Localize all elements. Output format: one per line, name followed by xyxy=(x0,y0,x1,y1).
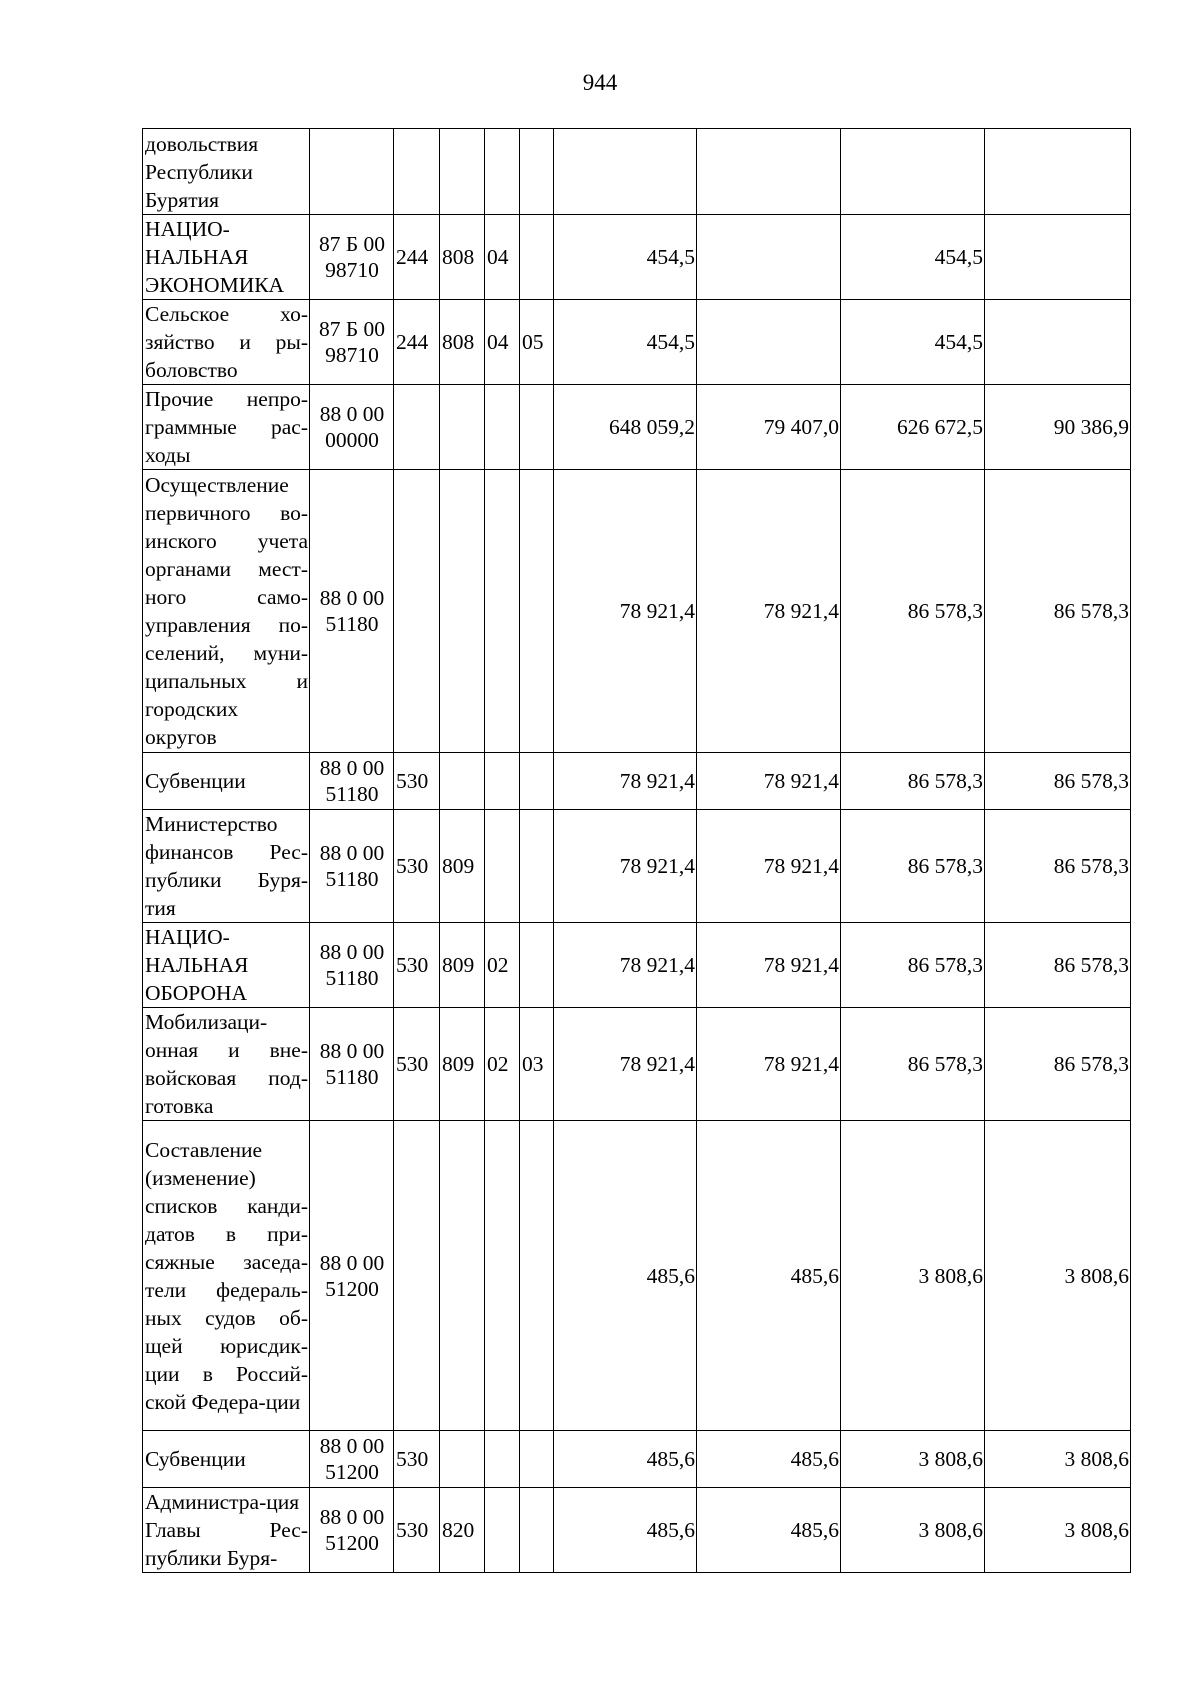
row-name-cell: Прочие непро-граммные рас-ходы xyxy=(143,385,310,470)
amount-cell-4 xyxy=(985,300,1131,385)
amount-cell-3: 86 578,3 xyxy=(841,810,985,923)
subsection-cell xyxy=(520,470,554,753)
section-cell: 02 xyxy=(485,923,520,1008)
budget-holder-cell: 809 xyxy=(440,923,485,1008)
amount-cell-2: 78 921,4 xyxy=(697,1008,841,1121)
amount-cell-3: 454,5 xyxy=(841,215,985,300)
amount-cell-1: 485,6 xyxy=(554,1488,697,1573)
amount-cell-3: 86 578,3 xyxy=(841,470,985,753)
row-name-cell: НАЦИО-НАЛЬНАЯ ОБОРОНА xyxy=(143,923,310,1008)
amount-cell-3: 86 578,3 xyxy=(841,1008,985,1121)
expense-type-cell: 244 xyxy=(394,300,440,385)
row-name-cell: Составление (изменение) списков канди-датов в при-сяжные заседа-тели федераль-ных судов об-щей юрисдик-ции в Россий-ской Федера-ции xyxy=(143,1121,310,1431)
amount-cell-1: 78 921,4 xyxy=(554,923,697,1008)
target-article-cell: 88 0 00 51180 xyxy=(310,1008,394,1121)
section-cell xyxy=(485,810,520,923)
table-row xyxy=(143,385,1131,470)
expense-type-cell xyxy=(394,470,440,753)
amount-cell-4: 3 808,6 xyxy=(985,1121,1131,1431)
budget-holder-cell xyxy=(440,1431,485,1488)
row-name-cell: довольствия Республики Бурятия xyxy=(143,129,310,215)
budget-table xyxy=(142,128,1131,1573)
expense-type-cell: 530 xyxy=(394,923,440,1008)
table-row xyxy=(143,923,1131,1008)
amount-cell-3: 626 672,5 xyxy=(841,385,985,470)
row-name-cell: Мобилизаци-онная и вне-войсковая под-готовка xyxy=(143,1008,310,1121)
budget-holder-cell: 809 xyxy=(440,810,485,923)
amount-cell-4: 3 808,6 xyxy=(985,1488,1131,1573)
section-cell: 04 xyxy=(485,300,520,385)
target-article-cell: 88 0 00 51180 xyxy=(310,753,394,810)
section-cell xyxy=(485,1488,520,1573)
amount-cell-4: 86 578,3 xyxy=(985,810,1131,923)
row-name-cell: Субвенции xyxy=(143,753,310,810)
target-article-cell: 88 0 00 51180 xyxy=(310,810,394,923)
amount-cell-1: 78 921,4 xyxy=(554,1008,697,1121)
amount-cell-4 xyxy=(985,129,1131,215)
amount-cell-1: 454,5 xyxy=(554,215,697,300)
amount-cell-1: 485,6 xyxy=(554,1121,697,1431)
amount-cell-2: 78 921,4 xyxy=(697,810,841,923)
amount-cell-1: 78 921,4 xyxy=(554,470,697,753)
expense-type-cell: 530 xyxy=(394,810,440,923)
amount-cell-2 xyxy=(697,129,841,215)
amount-cell-1: 648 059,2 xyxy=(554,385,697,470)
amount-cell-3: 86 578,3 xyxy=(841,923,985,1008)
amount-cell-4: 3 808,6 xyxy=(985,1431,1131,1488)
amount-cell-2: 485,6 xyxy=(697,1431,841,1488)
budget-holder-cell xyxy=(440,129,485,215)
amount-cell-3 xyxy=(841,129,985,215)
amount-cell-2: 78 921,4 xyxy=(697,470,841,753)
table-row xyxy=(143,1431,1131,1488)
section-cell xyxy=(485,753,520,810)
subsection-cell xyxy=(520,1431,554,1488)
budget-holder-cell xyxy=(440,1121,485,1431)
row-name-cell: Субвенции xyxy=(143,1431,310,1488)
subsection-cell: 03 xyxy=(520,1008,554,1121)
amount-cell-3: 3 808,6 xyxy=(841,1488,985,1573)
amount-cell-1: 78 921,4 xyxy=(554,810,697,923)
table-row xyxy=(143,1121,1131,1431)
target-article-cell: 88 0 00 51180 xyxy=(310,470,394,753)
expense-type-cell: 530 xyxy=(394,1488,440,1573)
expense-type-cell xyxy=(394,385,440,470)
amount-cell-2: 79 407,0 xyxy=(697,385,841,470)
subsection-cell: 05 xyxy=(520,300,554,385)
expense-type-cell: 530 xyxy=(394,1431,440,1488)
budget-holder-cell: 820 xyxy=(440,1488,485,1573)
amount-cell-3: 3 808,6 xyxy=(841,1121,985,1431)
row-name-cell: Администра-ция Главы Рес-публики Буря- xyxy=(143,1488,310,1573)
expense-type-cell: 530 xyxy=(394,753,440,810)
subsection-cell xyxy=(520,923,554,1008)
amount-cell-1: 485,6 xyxy=(554,1431,697,1488)
target-article-cell: 88 0 00 51200 xyxy=(310,1431,394,1488)
amount-cell-4: 90 386,9 xyxy=(985,385,1131,470)
amount-cell-4: 86 578,3 xyxy=(985,753,1131,810)
subsection-cell xyxy=(520,215,554,300)
amount-cell-1 xyxy=(554,129,697,215)
target-article-cell xyxy=(310,129,394,215)
amount-cell-2: 78 921,4 xyxy=(697,923,841,1008)
table-row xyxy=(143,215,1131,300)
expense-type-cell xyxy=(394,129,440,215)
target-article-cell: 88 0 00 51200 xyxy=(310,1488,394,1573)
amount-cell-1: 454,5 xyxy=(554,300,697,385)
subsection-cell xyxy=(520,1488,554,1573)
table-row xyxy=(143,1488,1131,1573)
section-cell xyxy=(485,470,520,753)
target-article-cell: 88 0 00 00000 xyxy=(310,385,394,470)
row-name-cell: Министерство финансов Рес-публики Буря-тия xyxy=(143,810,310,923)
subsection-cell xyxy=(520,385,554,470)
row-name-cell: Сельское хо-зяйство и ры-боловство xyxy=(143,300,310,385)
subsection-cell xyxy=(520,810,554,923)
amount-cell-2 xyxy=(697,215,841,300)
section-cell xyxy=(485,385,520,470)
subsection-cell xyxy=(520,753,554,810)
budget-holder-cell xyxy=(440,385,485,470)
page-number: 944 xyxy=(582,70,618,95)
budget-holder-cell: 809 xyxy=(440,1008,485,1121)
amount-cell-2: 78 921,4 xyxy=(697,753,841,810)
amount-cell-4: 86 578,3 xyxy=(985,923,1131,1008)
row-name-cell: НАЦИО-НАЛЬНАЯ ЭКОНОМИКА xyxy=(143,215,310,300)
target-article-cell: 88 0 00 51200 xyxy=(310,1121,394,1431)
amount-cell-3: 86 578,3 xyxy=(841,753,985,810)
section-cell xyxy=(485,1431,520,1488)
row-name-cell: Осуществление первичного во-инского учета органами мест-ного само-управления по-селений, муни-ципальных и городских округов xyxy=(143,470,310,753)
section-cell: 02 xyxy=(485,1008,520,1121)
subsection-cell xyxy=(520,1121,554,1431)
amount-cell-1: 78 921,4 xyxy=(554,753,697,810)
target-article-cell: 87 Б 00 98710 xyxy=(310,215,394,300)
expense-type-cell: 530 xyxy=(394,1008,440,1121)
amount-cell-2 xyxy=(697,300,841,385)
section-cell: 04 xyxy=(485,215,520,300)
amount-cell-3: 3 808,6 xyxy=(841,1431,985,1488)
table-row xyxy=(143,810,1131,923)
amount-cell-4 xyxy=(985,215,1131,300)
target-article-cell: 88 0 00 51180 xyxy=(310,923,394,1008)
target-article-cell: 87 Б 00 98710 xyxy=(310,300,394,385)
budget-holder-cell: 808 xyxy=(440,215,485,300)
amount-cell-3: 454,5 xyxy=(841,300,985,385)
budget-holder-cell: 808 xyxy=(440,300,485,385)
expense-type-cell xyxy=(394,1121,440,1431)
section-cell xyxy=(485,129,520,215)
amount-cell-2: 485,6 xyxy=(697,1121,841,1431)
table-row xyxy=(143,470,1131,753)
subsection-cell xyxy=(520,129,554,215)
section-cell xyxy=(485,1121,520,1431)
amount-cell-4: 86 578,3 xyxy=(985,1008,1131,1121)
table-row xyxy=(143,129,1131,215)
table-row xyxy=(143,753,1131,810)
table-row xyxy=(143,1008,1131,1121)
budget-holder-cell xyxy=(440,753,485,810)
budget-holder-cell xyxy=(440,470,485,753)
amount-cell-4: 86 578,3 xyxy=(985,470,1131,753)
expense-type-cell: 244 xyxy=(394,215,440,300)
table-row xyxy=(143,300,1131,385)
amount-cell-2: 485,6 xyxy=(697,1488,841,1573)
